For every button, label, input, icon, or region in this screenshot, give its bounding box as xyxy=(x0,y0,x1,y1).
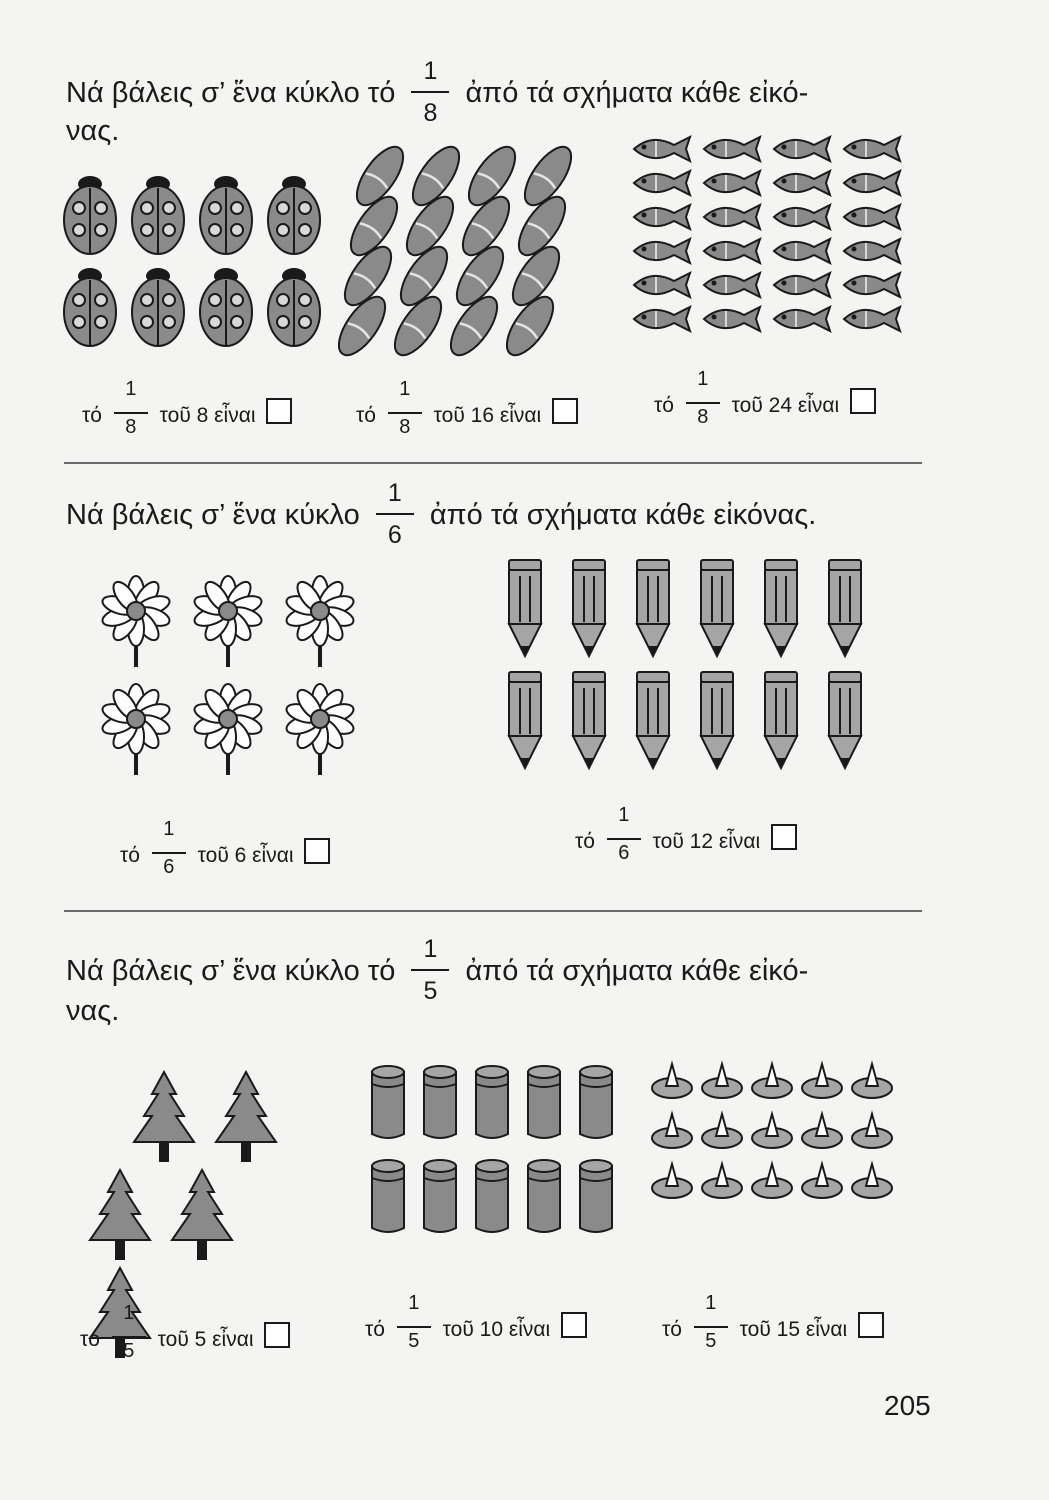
section3-fraction xyxy=(407,935,453,1005)
fir-tree-icon xyxy=(172,1170,232,1260)
fraction-bar xyxy=(411,91,449,93)
flower-icon xyxy=(192,576,264,667)
cylinder-icon xyxy=(424,1066,456,1138)
fish-icon xyxy=(774,239,830,263)
thumbtack-icon xyxy=(802,1114,842,1148)
thumbtack-icon xyxy=(702,1064,742,1098)
fish-icon xyxy=(634,239,690,263)
fish-icon xyxy=(844,307,900,331)
thumbtack-icon xyxy=(802,1064,842,1098)
pencil-icon xyxy=(765,672,797,768)
caption-3-1: τό $\frac{1}{5}$ τοῦ 5 εἶναι xyxy=(80,1322,290,1352)
cylinder-icon xyxy=(476,1066,508,1138)
ladybug-icon xyxy=(268,268,320,346)
pencil-icon xyxy=(701,672,733,768)
ladybug-icon xyxy=(200,176,252,254)
fish-icon xyxy=(774,171,830,195)
pencil-icon xyxy=(509,560,541,656)
cylinder-group xyxy=(368,1062,633,1267)
fraction-numerator: 1 xyxy=(423,57,438,85)
section2-fraction xyxy=(372,479,418,549)
thumbtack-icon xyxy=(802,1164,842,1198)
answer-box[interactable] xyxy=(304,838,330,864)
ladybug-icon xyxy=(268,176,320,254)
thumbtack-icon xyxy=(652,1114,692,1148)
ladybug-group xyxy=(60,170,330,350)
answer-box[interactable] xyxy=(771,824,797,850)
section2-heading-text: Νά βάλεις σ’ ἕνα κύκλο xyxy=(66,499,360,531)
thumbtack-icon xyxy=(852,1064,892,1098)
bread-loaf-group xyxy=(352,150,602,365)
fir-tree-icon xyxy=(216,1072,276,1162)
fir-tree-icon xyxy=(134,1072,194,1162)
cylinder-icon xyxy=(528,1066,560,1138)
thumbtack-group xyxy=(650,1060,915,1210)
fraction-numerator: 1 xyxy=(387,479,402,507)
section1-heading-text: Νά βάλεις σ’ ἕνα κύκλο τό xyxy=(66,77,396,109)
fish-icon xyxy=(634,137,690,161)
section1-heading xyxy=(66,57,809,127)
answer-box[interactable] xyxy=(266,398,292,424)
section-divider xyxy=(64,462,922,464)
caption-1-1: τό $\frac{1}{8}$ τοῦ 8 εἶναι xyxy=(82,398,292,428)
fraction-bar xyxy=(376,513,414,515)
answer-box[interactable] xyxy=(858,1312,884,1338)
caption-1-2: τό $\frac{1}{8}$ τοῦ 16 εἶναι xyxy=(356,398,578,428)
flower-group xyxy=(100,575,380,780)
flower-icon xyxy=(284,684,356,775)
fish-icon xyxy=(774,307,830,331)
fraction-denominator: 5 xyxy=(423,977,438,1005)
flower-icon xyxy=(192,684,264,775)
fish-icon xyxy=(704,273,760,297)
ladybug-icon xyxy=(64,176,116,254)
thumbtack-icon xyxy=(652,1064,692,1098)
thumbtack-icon xyxy=(652,1164,692,1198)
section3-heading-cont: νας. xyxy=(66,995,120,1027)
cylinder-icon xyxy=(580,1066,612,1138)
caption-fraction: $\frac{1}{5}$ xyxy=(109,1322,149,1352)
fraction-bar xyxy=(411,969,449,971)
caption-fraction: $\frac{1}{5}$ xyxy=(691,1312,731,1342)
ladybug-icon xyxy=(132,268,184,346)
fish-icon xyxy=(844,205,900,229)
fish-icon xyxy=(844,239,900,263)
fir-tree-icon xyxy=(90,1170,150,1260)
caption-fraction: $\frac{1}{8}$ xyxy=(683,388,723,418)
fish-icon xyxy=(704,307,760,331)
cylinder-icon xyxy=(528,1160,560,1232)
section3-heading-text-after: ἀπό τά σχήματα κάθε εἰκό- xyxy=(465,955,809,987)
fish-icon xyxy=(634,205,690,229)
fish-icon xyxy=(774,273,830,297)
thumbtack-icon xyxy=(702,1114,742,1148)
caption-2-1: τό $\frac{1}{6}$ τοῦ 6 εἶναι xyxy=(120,838,330,868)
answer-box[interactable] xyxy=(561,1312,587,1338)
section3-heading xyxy=(66,935,809,1005)
section-divider xyxy=(64,910,922,912)
caption-2-2: τό $\frac{1}{6}$ τοῦ 12 εἶναι xyxy=(575,824,797,854)
fish-icon xyxy=(844,171,900,195)
fraction-denominator: 6 xyxy=(387,521,402,549)
flower-icon xyxy=(284,576,356,667)
fish-icon xyxy=(844,273,900,297)
ladybug-icon xyxy=(132,176,184,254)
section1-heading-cont: νας. xyxy=(66,115,120,147)
pencil-icon xyxy=(637,560,669,656)
ladybug-icon xyxy=(200,268,252,346)
fish-icon xyxy=(634,171,690,195)
fraction-numerator: 1 xyxy=(423,935,438,963)
thumbtack-icon xyxy=(752,1064,792,1098)
fish-icon xyxy=(704,239,760,263)
pencil-icon xyxy=(573,560,605,656)
fish-icon xyxy=(774,137,830,161)
caption-fraction: $\frac{1}{6}$ xyxy=(604,824,644,854)
pencil-group xyxy=(505,560,915,775)
page-number: 205 xyxy=(884,1390,931,1421)
fish-icon xyxy=(704,171,760,195)
fish-icon xyxy=(704,205,760,229)
fir-tree-group xyxy=(80,1072,340,1262)
section1-fraction xyxy=(407,57,453,127)
cylinder-icon xyxy=(372,1066,404,1138)
cylinder-icon xyxy=(424,1160,456,1232)
section1-heading-text-after: ἀπό τά σχήματα κάθε εἰκό- xyxy=(465,77,809,109)
cylinder-icon xyxy=(476,1160,508,1232)
fish-icon xyxy=(634,273,690,297)
fish-icon xyxy=(634,307,690,331)
fraction-denominator: 8 xyxy=(423,99,438,127)
answer-box[interactable] xyxy=(552,398,578,424)
thumbtack-icon xyxy=(702,1164,742,1198)
section2-heading-text-after: ἀπό τά σχήματα κάθε εἰκόνας. xyxy=(429,499,817,531)
answer-box[interactable] xyxy=(264,1322,290,1348)
pencil-icon xyxy=(509,672,541,768)
fish-icon xyxy=(844,137,900,161)
cylinder-icon xyxy=(580,1160,612,1232)
cylinder-icon xyxy=(372,1160,404,1232)
ladybug-icon xyxy=(64,268,116,346)
pencil-icon xyxy=(829,560,861,656)
caption-fraction: $\frac{1}{8}$ xyxy=(111,398,151,428)
caption-3-2: τό $\frac{1}{5}$ τοῦ 10 εἶναι xyxy=(365,1312,587,1342)
fish-group xyxy=(630,135,915,345)
thumbtack-icon xyxy=(752,1114,792,1148)
caption-3-3: τό $\frac{1}{5}$ τοῦ 15 εἶναι xyxy=(662,1312,884,1342)
answer-box[interactable] xyxy=(850,388,876,414)
caption-fraction: $\frac{1}{5}$ xyxy=(394,1312,434,1342)
thumbtack-icon xyxy=(852,1164,892,1198)
caption-fraction: $\frac{1}{8}$ xyxy=(385,398,425,428)
flower-icon xyxy=(100,576,172,667)
fish-icon xyxy=(774,205,830,229)
fish-icon xyxy=(704,137,760,161)
thumbtack-icon xyxy=(852,1114,892,1148)
pencil-icon xyxy=(637,672,669,768)
pencil-icon xyxy=(701,560,733,656)
caption-1-3: τό $\frac{1}{8}$ τοῦ 24 εἶναι xyxy=(654,388,876,418)
section2-heading xyxy=(66,479,817,549)
pencil-icon xyxy=(829,672,861,768)
flower-icon xyxy=(100,684,172,775)
section3-heading-text: Νά βάλεις σ’ ἕνα κύκλο τό xyxy=(66,955,396,987)
pencil-icon xyxy=(573,672,605,768)
thumbtack-icon xyxy=(752,1164,792,1198)
caption-fraction: $\frac{1}{6}$ xyxy=(149,838,189,868)
pencil-icon xyxy=(765,560,797,656)
